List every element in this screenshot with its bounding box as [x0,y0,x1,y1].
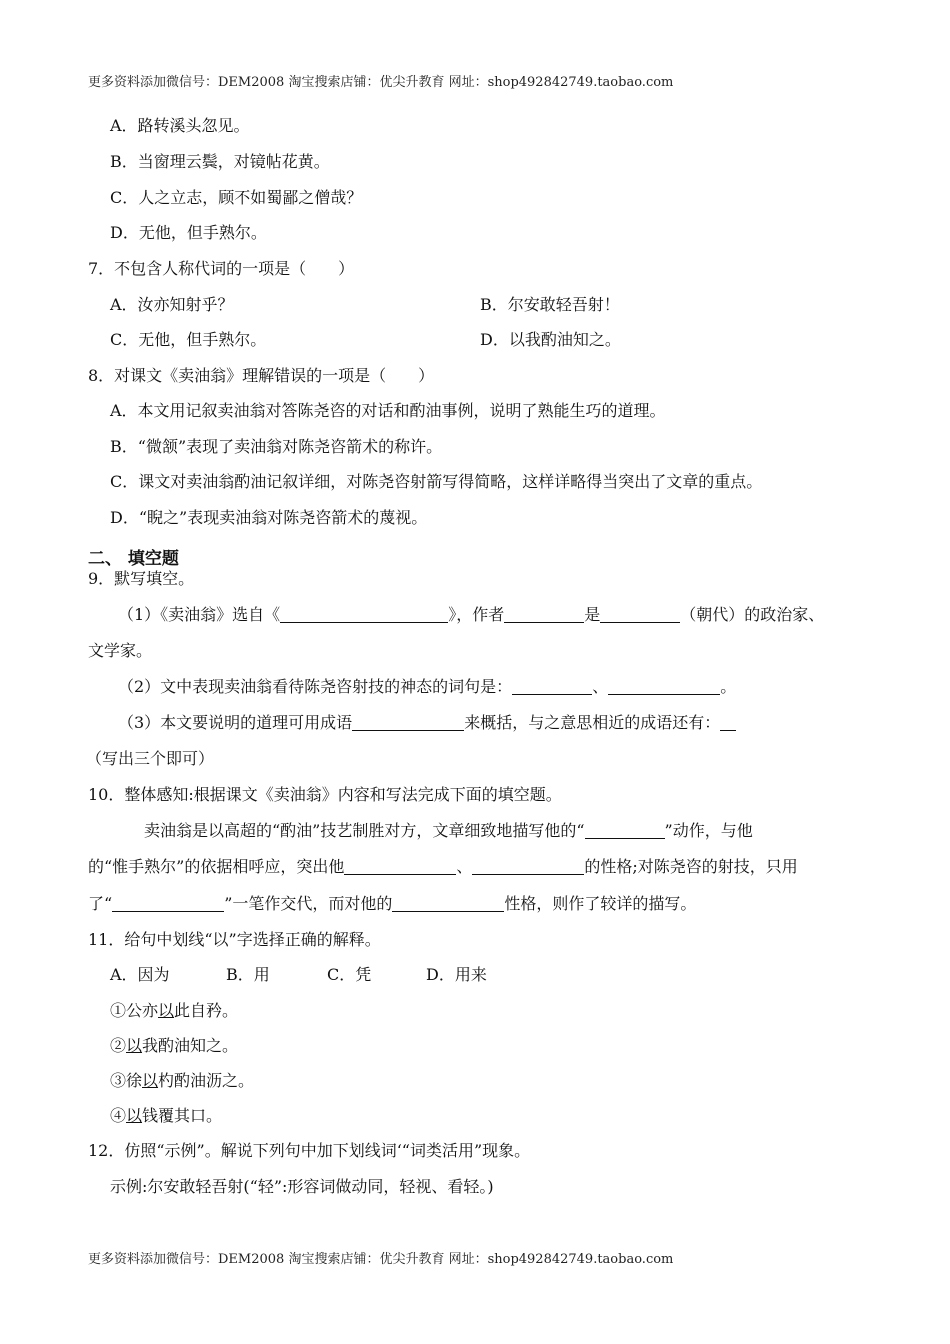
q10-blank-trait-2[interactable] [472,856,584,875]
section-title-fill-in: 二、 填空题 [88,549,179,569]
page-header: 更多资料添加微信号：DEM2008 淘宝搜索店铺：优尖升教育 网址：shop492842749.taobao.com [88,75,674,90]
q6-option-c: C．人之立志，顾不如蜀鄙之僧哉？ [110,188,363,207]
q9-blank-expression-2[interactable] [608,676,720,695]
q11-option-b: B．用 [226,965,270,984]
page-footer: 更多资料添加微信号：DEM2008 淘宝搜索店铺：优尖升教育 网址：shop492842749.taobao.com [88,1252,674,1267]
q11-option-d: D．用来 [426,965,487,984]
q10-line1-text-a: 卖油翁是以高超的“酌油”技艺制胜对方，文章细致地描写他的“ [144,821,585,840]
q12-stem: 12．仿照“示例”。解说下列句中加下划线词‘“词类活用”现象。 [88,1141,531,1160]
q10-line3-text-b: ”一笔作交代，而对他的 [224,894,393,913]
q9-part2-text-a: （2）文中表现卖油翁看待陈尧咨射技的神态的词句是： [118,677,513,696]
q10-blank-action[interactable] [585,820,665,839]
q11-s2-post: 我酌油知之。 [142,1036,239,1055]
q11-option-a: A．因为 [110,965,170,984]
q11-s3-underlined: 以 [142,1071,159,1090]
q9-part1-text-d: （朝代）的政治家、 [680,605,825,624]
q11-sentence-1 [110,1000,238,1022]
q9-part1-text-c: 是 [584,605,601,624]
q9-blank-author[interactable] [504,604,584,623]
q9-part3-text-b: 来概括，与之意思相近的成语还有： [464,713,721,732]
q11-s3-pre: ③徐 [110,1071,143,1090]
q10-line3-text-a: 了“ [88,894,113,913]
q9-part1-text-a: （1）《卖油翁》选自《 [118,605,281,624]
q11-s4-pre: ④ [110,1106,127,1125]
q11-stem: 11．给句中划线“以”字选择正确的解释。 [88,930,381,949]
q8-option-c: C．课文对卖油翁酌油记叙详细，对陈尧咨射箭写得简略，这样详略得当突出了文章的重点。 [110,472,763,491]
q8-option-d: D．“睨之”表现卖油翁对陈尧咨箭术的蔑视。 [110,508,428,527]
q10-blank-trait-1[interactable] [344,856,456,875]
q9-part1-text-b: 》，作者 [448,605,505,624]
q9-part3 [118,712,736,734]
q8-option-a: A．本文用记叙卖油翁对答陈尧咨的对话和酌油事例，说明了熟能生巧的道理。 [110,401,666,420]
q7-option-b: B．尔安敢轻吾射！ [480,295,620,314]
q9-blank-similar-idioms[interactable] [720,712,736,731]
q12-example: 示例:尔安敢轻吾射(“轻”:形容词做动同，轻视、看轻。) [110,1177,494,1196]
q9-part3-note: （写出三个即可） [86,749,215,768]
q9-blank-dynasty[interactable] [600,604,680,623]
q11-s3-post: 杓酌油沥之。 [158,1071,255,1090]
q10-line1-text-b: ”动作，与他 [664,821,753,840]
q9-part2-text-c: 。 [720,677,737,696]
q11-sentence-2 [110,1035,238,1057]
q11-s2-underlined: 以 [126,1036,143,1055]
q11-s1-post: 此自矜。 [174,1001,239,1020]
q7-stem: 7．不包含人称代词的一项是（ ） [88,259,355,278]
q6-option-d: D．无他，但手熟尔。 [110,223,267,242]
q11-s1-underlined: 以 [158,1001,175,1020]
q11-s4-post: 钱覆其口。 [142,1106,223,1125]
q6-option-b: B．当窗理云鬓，对镜帖花黄。 [110,152,330,171]
q6-option-a: A．路转溪头忽见。 [110,116,250,135]
q10-stem: 10．整体感知:根据课文《卖油翁》内容和写法完成下面的填空题。 [88,785,562,804]
q9-part1-cont: 文学家。 [88,641,153,660]
q10-blank-character[interactable] [392,893,504,912]
q10-line-3 [88,893,696,915]
q9-stem: 9．默写填空。 [88,569,195,588]
q8-stem: 8．对课文《卖油翁》理解错误的一项是（ ） [88,366,435,385]
q11-s2-pre: ② [110,1036,127,1055]
q10-line2-text-b: 、 [456,857,473,876]
q9-blank-idiom[interactable] [352,712,464,731]
q11-s4-underlined: 以 [126,1106,143,1125]
q10-line3-text-c: 性格，则作了较详的描写。 [504,894,697,913]
q11-sentence-4 [110,1105,222,1127]
q9-part3-text-a: （3）本文要说明的道理可用成语 [118,713,353,732]
q9-blank-book[interactable] [280,604,448,623]
q8-option-b: B．“微颔”表现了卖油翁对陈尧咨箭术的称许。 [110,437,443,456]
q7-option-d: D．以我酌油知之。 [480,330,621,349]
q10-line-2 [88,856,798,878]
q10-line-1 [144,820,753,842]
q11-sentence-3 [110,1070,254,1092]
q10-blank-phrase[interactable] [112,893,224,912]
q10-line2-text-c: 的性格;对陈尧咨的射技，只用 [584,857,798,876]
q9-blank-expression-1[interactable] [512,676,592,695]
q11-option-c: C．凭 [327,965,372,984]
q7-option-c: C．无他，但手熟尔。 [110,330,267,349]
q9-part2 [118,676,736,698]
q9-part2-text-b: 、 [592,677,609,696]
q9-part1 [118,604,824,626]
q10-line2-text-a: 的“惟手熟尔”的依据相呼应，突出他 [88,857,345,876]
q7-option-a: A．汝亦知射乎？ [110,295,234,314]
q11-s1-pre: ①公亦 [110,1001,159,1020]
